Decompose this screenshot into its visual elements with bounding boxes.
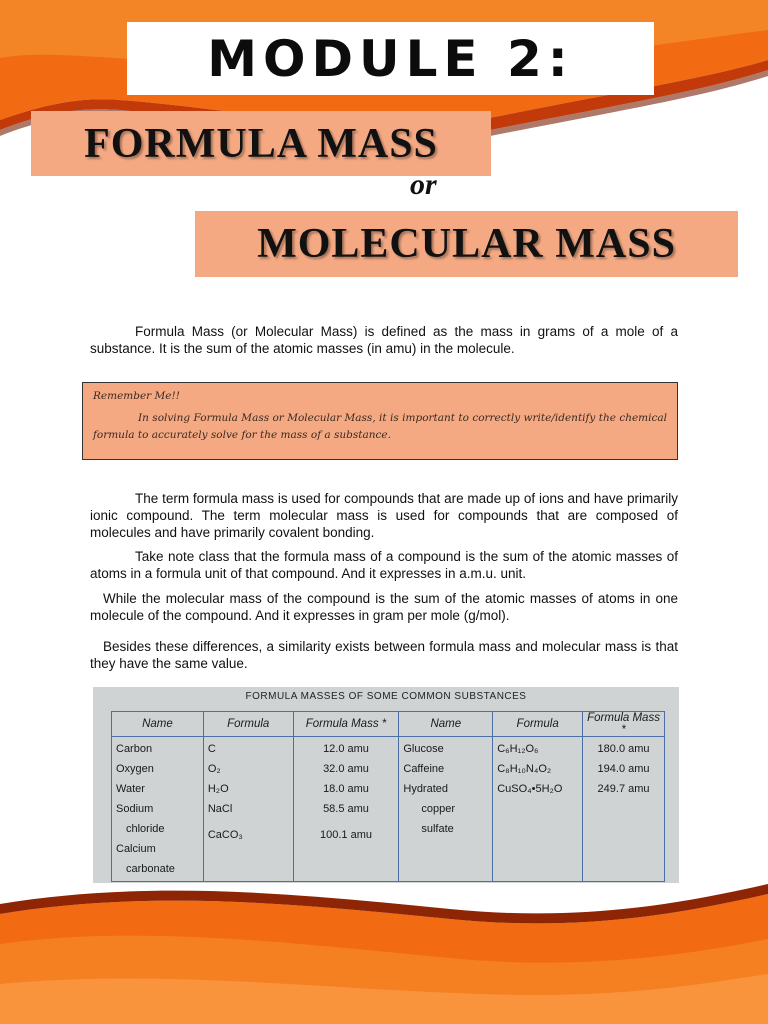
mass-glucose: 180.0 amu: [597, 743, 650, 755]
table-row: [112, 737, 665, 882]
name-calcium: Calcium: [116, 843, 156, 855]
formula-mass-banner: [31, 111, 491, 176]
formula-mass-heading: FORMULA MASS: [84, 120, 438, 167]
name-carbon: Carbon: [116, 743, 153, 755]
name-caffeine: Caffeine: [403, 763, 445, 775]
header-formula-right: Formula: [493, 712, 583, 737]
left-formulas-cell: [203, 737, 293, 882]
paragraph-2: Take note class that the formula mass of a compound is the sum of the atomic masses of atoms in a formula unit of that compound. And it expresses in a.m.u. unit.: [90, 549, 678, 581]
right-formulas-cell: [493, 737, 583, 882]
module-title-box: [127, 22, 654, 95]
name-chloride: chloride: [126, 823, 165, 835]
intro-paragraph: Formula Mass (or Molecular Mass) is defined as the mass in grams of a mole of a substance. It is the sum of the atomic masses (in amu) in the molecule.: [90, 324, 678, 356]
mass-sodium-chloride: 58.5 amu: [323, 803, 369, 815]
or-connector: or: [410, 168, 437, 201]
header-name-left: Name: [112, 712, 204, 737]
right-masses-cell: [583, 737, 665, 882]
table-caption: FORMULA MASSES OF SOME COMMON SUBSTANCES: [245, 691, 527, 702]
formula-glucose: C₆H₁₂O₆: [497, 743, 539, 755]
module-title: MODULE 2:: [207, 29, 574, 88]
mass-hydrated-copper-sulfate: 249.7 amu: [597, 783, 650, 795]
name-water: Water: [116, 783, 145, 795]
table-header-row: [112, 712, 665, 737]
formula-calcium-carbonate: CaCO₃: [207, 829, 243, 841]
note-body: In solving Formula Mass or Molecular Mass, it is important to correctly write/identify the chemical formula to accurately solve for the mass of a substance.: [93, 412, 667, 441]
name-carbonate: carbonate: [126, 863, 175, 875]
paragraph-4: Besides these differences, a similarity exists between formula mass and molecular mass is that they have the same value.: [90, 639, 678, 671]
paragraph-1: The term formula mass is used for compounds that are made up of ions and have primarily ionic compound. The term molecular mass is used for compounds that are composed of molecules and have primarily covalent bonding.: [90, 491, 678, 540]
name-oxygen: Oxygen: [116, 763, 154, 775]
name-sulfate: sulfate: [421, 823, 454, 835]
remember-me-box: [82, 382, 678, 460]
formula-mass-table-photo: [93, 687, 679, 883]
name-hydrated: Hydrated: [403, 783, 449, 795]
formula-oxygen: O₂: [207, 763, 221, 775]
left-masses-cell: [293, 737, 399, 882]
mass-oxygen: 32.0 amu: [323, 763, 369, 775]
left-names-cell: [112, 737, 204, 882]
mass-calcium-carbonate: 100.1 amu: [320, 829, 372, 841]
bottom-wave-decoration: [0, 874, 768, 1024]
mass-carbon: 12.0 amu: [323, 743, 369, 755]
name-copper: copper: [421, 803, 456, 815]
formula-sodium-chloride: NaCl: [207, 803, 233, 815]
formula-water: H₂O: [207, 783, 229, 795]
header-mass-right: Formula Mass *: [583, 712, 665, 737]
header-formula-left: Formula: [203, 712, 293, 737]
formula-carbon: C: [207, 743, 216, 755]
header-mass-left: Formula Mass *: [293, 712, 399, 737]
paragraph-3: While the molecular mass of the compound is the sum of the atomic masses of atoms in one molecule of the compound. And it expresses in gram per mole (g/mol).: [90, 591, 678, 623]
name-glucose: Glucose: [403, 743, 444, 755]
name-sodium: Sodium: [116, 803, 154, 815]
mass-water: 18.0 amu: [323, 783, 369, 795]
right-names-cell: [399, 737, 493, 882]
formula-caffeine: C₈H₁₀N₄O₂: [497, 763, 552, 775]
molecular-mass-banner: [195, 211, 738, 277]
header-name-right: Name: [399, 712, 493, 737]
molecular-mass-heading: MOLECULAR MASS: [257, 221, 676, 267]
note-title: Remember Me!!: [93, 390, 180, 402]
formula-hydrated-copper-sulfate: CuSO₄•5H₂O: [497, 783, 563, 795]
formula-mass-table: [111, 711, 665, 882]
mass-caffeine: 194.0 amu: [597, 763, 650, 775]
